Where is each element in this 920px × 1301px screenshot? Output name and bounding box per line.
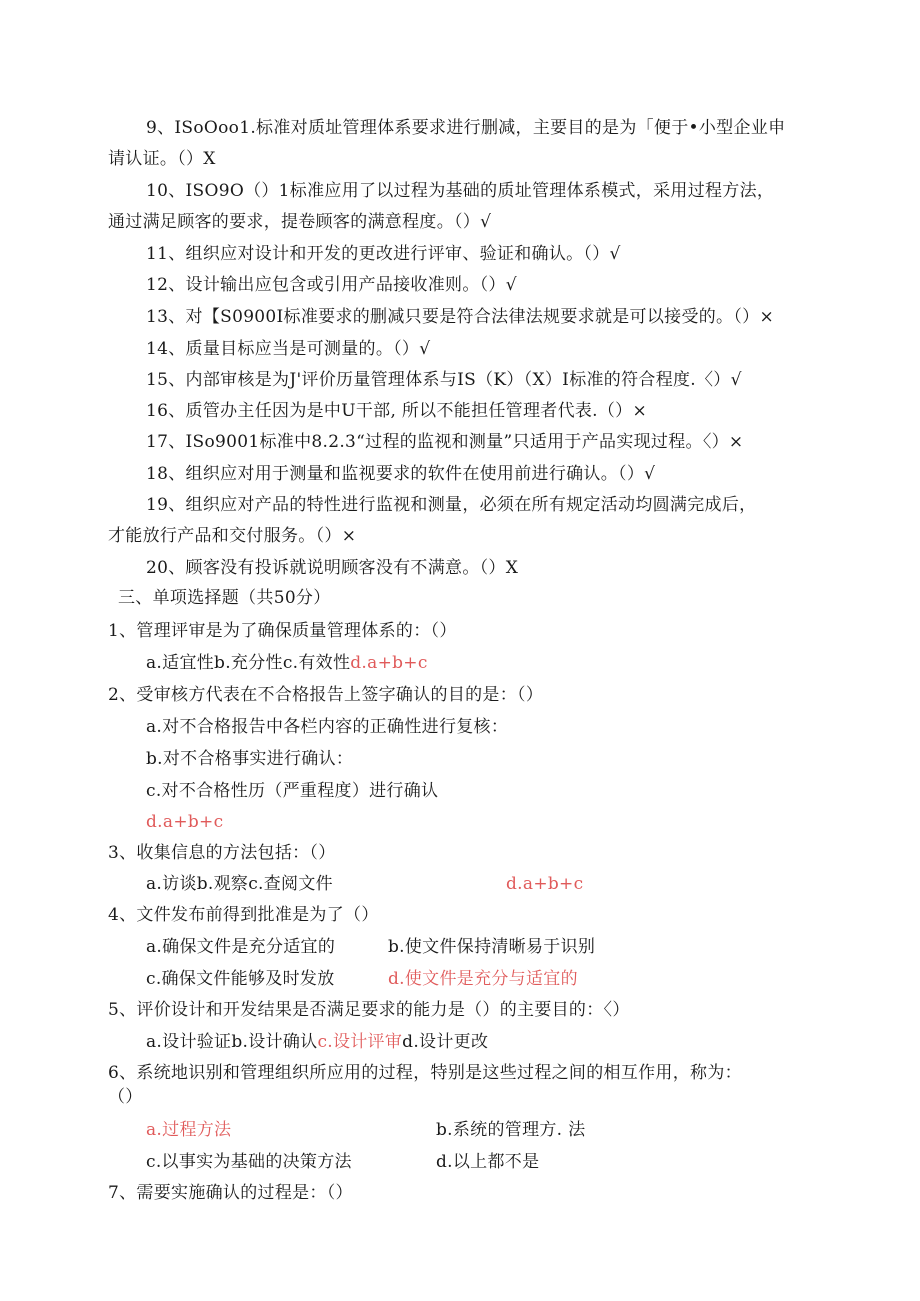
- q4-option-a: a.确保文件是充分适宜的: [146, 937, 336, 957]
- item-15: 15、内部审核是为J'评价历量管理体系与IS（K）（X）I标准的符合程度.〈）√: [146, 370, 742, 390]
- item-18: 18、组织应对用于测量和监视要求的软件在使用前进行确认。（）√: [146, 464, 656, 484]
- item-17: 17、ISo9001标准中8.2.3“过程的监视和测量”只适用于产品实现过程。〈）×: [146, 432, 744, 452]
- q6-option-b: b.系统的管理方. 法: [436, 1120, 586, 1140]
- q1-options-plain: a.适宜性b.充分性c.有效性: [146, 653, 351, 673]
- item-20: 20、顾客没有投诉就说明顾客没有不满意。（）X: [146, 558, 519, 578]
- item-10-line1: 10、ISO9O（）1标准应用了以过程为基础的质址管理体系模式，采用过程方法，: [146, 181, 775, 201]
- item-12: 12、设计输出应包含或引用产品接收准则。（）√: [146, 275, 517, 295]
- q2-option-c: c.对不合格性历（严重程度）进行确认: [146, 781, 439, 801]
- q2-option-a: a.对不合格报告中各栏内容的正确性进行复核：: [146, 717, 509, 737]
- q5-options-ab: a.设计验证b.设计确认: [146, 1032, 318, 1052]
- q6-option-c: c.以事实为基础的决策方法: [146, 1152, 352, 1172]
- item-9-line2: 请认证。（）X: [108, 149, 216, 169]
- item-10-line2: 通过满足顾客的要求，提卷顾客的满意程度。（）√: [108, 212, 492, 232]
- q5-answer: c.设计评审: [317, 1032, 403, 1052]
- q6-option-d: d.以上都不是: [436, 1152, 540, 1172]
- item-16: 16、质管办主任因为是中U干部, 所以不能担任管理者代表.（）×: [146, 401, 648, 421]
- q4-answer: d.使文件是充分与适宜的: [388, 969, 578, 989]
- q2-answer: d.a+b+c: [146, 812, 224, 832]
- q7-stem: 7、需要实施确认的过程是：（）: [108, 1183, 353, 1203]
- item-9-line1: 9、ISoOoo1.标准对质址管理体系要求进行删减，主要目的是为「便于•小型企业申: [146, 118, 786, 138]
- item-19-line2: 才能放行产品和交付服务。（）×: [108, 526, 357, 546]
- q3-options-plain: a.访谈b.观察c.查阅文件: [146, 874, 333, 894]
- q6-answer: a.过程方法: [146, 1120, 232, 1140]
- q1-answer: d.a+b+c: [350, 653, 428, 673]
- q1-stem: 1、管理评审是为了确保质量管理体系的：（）: [108, 621, 457, 641]
- q5-option-d: d.设计更改: [402, 1032, 489, 1052]
- q4-option-c: c.确保文件能够及时发放: [146, 969, 335, 989]
- item-13: 13、对【S0900I标准要求的删减只要是符合法律法规要求就是可以接受的。（）×: [146, 307, 774, 327]
- q3-stem: 3、收集信息的方法包括：（）: [108, 843, 336, 863]
- item-11: 11、组织应对设计和开发的更改进行评审、验证和确认。（）√: [146, 244, 621, 264]
- q1-options: [146, 652, 428, 674]
- q6-stem-line1: 6、系统地识别和管理组织所应用的过程，特别是这些过程之间的相互作用，称为：: [108, 1063, 742, 1083]
- q4-stem: 4、文件发布前得到批准是为了（）: [108, 905, 379, 925]
- q4-option-b: b.使文件保持清晰易于识别: [388, 937, 596, 957]
- item-19-line1: 19、组织应对产品的特性进行监视和测量，必须在所有规定活动均圆满完成后，: [146, 495, 757, 515]
- q2-option-b: b.对不合格事实进行确认：: [146, 749, 354, 769]
- item-14: 14、质量目标应当是可测量的。（）√: [146, 339, 431, 359]
- q5-options: [146, 1031, 488, 1053]
- q2-stem: 2、受审核方代表在不合格报告上签字确认的目的是：（）: [108, 685, 544, 705]
- q6-stem-line2: （）: [108, 1087, 143, 1107]
- q5-stem: 5、评价设计和开发结果是否满足要求的能力是（）的主要目的：〈）: [108, 1000, 630, 1020]
- q3-answer: d.a+b+c: [506, 874, 584, 894]
- section-title: 三、单项选择题（共50分）: [118, 588, 331, 608]
